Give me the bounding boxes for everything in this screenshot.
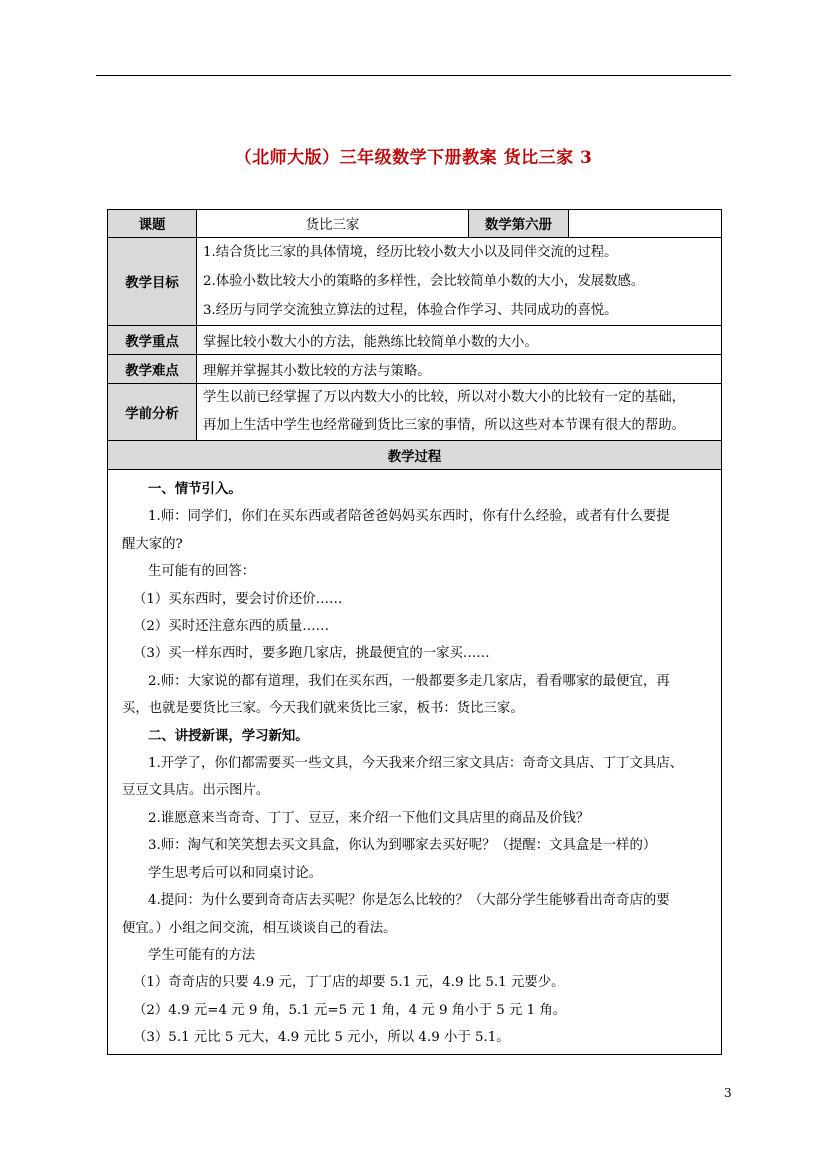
row-process-head <box>108 441 722 470</box>
process-line: 学生可能有的方法 <box>148 947 256 963</box>
document-title: （北师大版）三年级数学下册教案 货比三家 3 <box>234 148 593 168</box>
analysis-cell <box>197 384 722 441</box>
process-line: 2.师：大家说的都有道理，我们在买东西，一般都要多走几家店，看看哪家的最便宜，再 <box>148 673 670 689</box>
difficulty-label: 教学难点 <box>108 355 197 384</box>
analysis-line: 学生以前已经掌握了万以内数大小的比较，所以对小数大小的比较有一定的基础， <box>203 390 686 405</box>
row-topic <box>108 210 722 238</box>
row-difficulty <box>108 355 722 384</box>
analysis-line: 再加上生活中学生也经常碰到货比三家的事情，所以这些对本节课有很大的帮助。 <box>203 418 686 433</box>
lesson-plan-table <box>107 209 722 1055</box>
process-line: （2）4.9 元=4 元 9 角，5.1 元=5 元 1 角，4 元 9 角小于 5 元 1 角。 <box>133 1002 567 1018</box>
topic-value: 货比三家 <box>197 210 469 238</box>
section-heading: 一、情节引入。 <box>148 481 242 497</box>
row-analysis <box>108 384 722 441</box>
page-number: 3 <box>724 1086 732 1100</box>
section-heading: 二、讲授新课，学习新知。 <box>148 727 309 744</box>
key-label: 教学重点 <box>108 326 197 355</box>
row-process <box>108 470 722 1055</box>
process-line: 3.师：淘气和笑笑想去买文具盒，你认为到哪家去买好呢？（提醒：文具盒是一样的） <box>148 838 657 854</box>
process-line: （1）买东西时，要会讨价还价…… <box>133 591 343 607</box>
key-value: 掌握比较小数大小的方法，能熟练比较简单小数的大小。 <box>197 326 722 355</box>
process-line: （1）奇奇店的只要 4.9 元，丁丁店的却要 5.1 元，4.9 比 5.1 元要少。 <box>133 975 565 991</box>
process-line: 1.开学了，你们都需要买一些文具，今天我来介绍三家文具店：奇奇文具店、丁丁文具店、 <box>148 756 684 772</box>
process-line: 1.师：同学们，你们在买东西或者陪爸爸妈妈买东西时，你有什么经验，或者有什么要提 <box>148 509 670 525</box>
row-key <box>108 326 722 355</box>
row-goals <box>108 238 722 326</box>
goal-item: 3.经历与同学交流独立算法的过程，体验合作学习、共同成功的喜悦。 <box>203 303 618 318</box>
header-rule <box>96 75 731 76</box>
goals-cell <box>197 238 722 326</box>
process-line: 2.谁愿意来当奇奇、丁丁、豆豆，来介绍一下他们文具店里的商品及价钱？ <box>148 810 590 826</box>
process-line: 豆豆文具店。出示图片。 <box>122 783 270 799</box>
process-line: 生可能有的回答： <box>148 564 256 580</box>
goal-item: 1.结合货比三家的具体情境，经历比较小数大小以及同伴交流的过程。 <box>203 245 618 260</box>
topic-label: 课题 <box>108 210 197 238</box>
process-line: 学生思考后可以和同桌讨论。 <box>148 865 323 881</box>
goals-label: 教学目标 <box>108 238 197 326</box>
process-line: （3）5.1 元比 5 元大，4.9 元比 5 元小，所以 4.9 小于 5.1。 <box>133 1030 510 1046</box>
process-label: 教学过程 <box>108 441 722 470</box>
process-line: （2）买时还注意东西的质量…… <box>133 619 329 635</box>
goal-item: 2.体验小数比较大小的策略的多样性，会比较简单小数的大小，发展数感。 <box>203 274 645 289</box>
process-line: 4.提问：为什么要到奇奇店去买呢？你是怎么比较的？（大部分学生能够看出奇奇店的要 <box>148 893 670 909</box>
book-label: 数学第六册 <box>469 210 569 238</box>
process-line: 买，也就是要货比三家。今天我们就来货比三家，板书：货比三家。 <box>122 701 524 717</box>
process-cell <box>108 470 722 1055</box>
process-line: 便宜。）小组之间交流，相互谈谈自己的看法。 <box>122 920 397 936</box>
process-line: （3）买一样东西时，要多跑几家店，挑最便宜的一家买…… <box>133 646 490 662</box>
difficulty-value: 理解并掌握其小数比较的方法与策略。 <box>197 355 722 384</box>
analysis-label: 学前分析 <box>108 384 197 441</box>
process-line: 醒大家的? <box>122 536 183 552</box>
book-value <box>569 210 722 238</box>
